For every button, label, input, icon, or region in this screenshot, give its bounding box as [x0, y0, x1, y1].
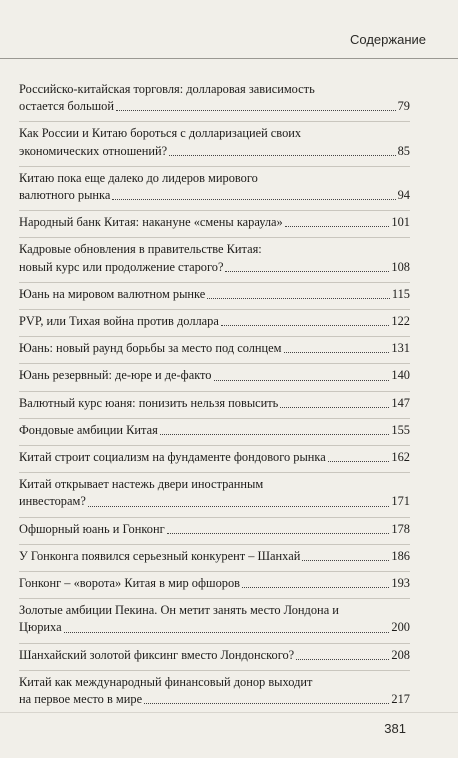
dot-leader: [88, 506, 390, 507]
toc-entry-title: Офшорный юань и Гонконг: [19, 521, 165, 536]
dot-leader: [302, 560, 389, 561]
toc-entry-title: Фондовые амбиции Китая: [19, 422, 158, 437]
dot-leader: [144, 703, 389, 704]
table-of-contents: [19, 78, 410, 714]
toc-page-number: 122: [391, 314, 410, 329]
toc-entry-title: Золотые амбиции Пекина. Он метит занять место Лондона и: [19, 603, 339, 618]
toc-entry[interactable]: [19, 391, 410, 416]
toc-entry-title: Цюриха: [19, 620, 62, 635]
dot-leader: [280, 407, 389, 408]
dot-leader: [160, 434, 390, 435]
toc-page-number: 85: [397, 143, 410, 158]
toc-entry-title: валютного рынка: [19, 188, 111, 203]
dot-leader: [285, 226, 390, 227]
toc-entry-title: Китай как международный финансовый донор выходит: [19, 674, 313, 689]
header-title: Содержание: [350, 32, 426, 47]
toc-entry-title: Гонконг – «ворота» Китая в мир офшоров: [19, 576, 241, 591]
toc-page-number: 217: [391, 692, 410, 707]
toc-entry-title: Китай строит социализм на фундаменте фондового рынка: [19, 450, 326, 465]
toc-page-number: 147: [391, 395, 410, 410]
toc-entry[interactable]: [19, 544, 410, 569]
footer-divider: [0, 712, 458, 713]
toc-page-number: 94: [397, 188, 410, 203]
toc-entry-title: Шанхайский золотой фиксинг вместо Лондонского?: [19, 647, 295, 662]
toc-entry[interactable]: [19, 363, 410, 388]
toc-entry[interactable]: [19, 517, 410, 542]
toc-entry[interactable]: [19, 472, 410, 514]
dot-leader: [207, 298, 390, 299]
toc-entry[interactable]: [19, 418, 410, 443]
toc-entry-title: Народный банк Китая: накануне «смены караула»: [19, 215, 283, 230]
toc-entry-title: Кадровые обновления в правительстве Китая:: [19, 242, 262, 257]
toc-page-number: 108: [391, 259, 410, 274]
toc-entry[interactable]: [19, 237, 410, 279]
toc-page-number: 155: [391, 422, 410, 437]
toc-entry[interactable]: [19, 598, 410, 640]
toc-entry[interactable]: [19, 336, 410, 361]
toc-entry[interactable]: [19, 166, 410, 208]
toc-entry[interactable]: [19, 643, 410, 668]
toc-entry[interactable]: [19, 571, 410, 596]
page-number: 381: [384, 721, 406, 736]
dot-leader: [242, 587, 389, 588]
toc-entry[interactable]: [19, 78, 410, 119]
toc-entry-title: на первое место в мире: [19, 692, 143, 707]
dot-leader: [116, 110, 396, 111]
toc-page-number: 162: [391, 450, 410, 465]
toc-entry-title: Российско-китайская торговля: долларовая зависимость: [19, 82, 315, 96]
toc-entry-title: новый курс или продолжение старого?: [19, 259, 224, 274]
toc-entry-title: остается большой: [19, 99, 114, 114]
toc-page-number: 171: [391, 494, 410, 509]
toc-entry-title: Юань: новый раунд борьбы за место под солнцем: [19, 341, 282, 356]
running-header: [0, 0, 458, 59]
toc-entry-title: инвесторам?: [19, 494, 86, 509]
toc-page-number: 200: [391, 620, 410, 635]
dot-leader: [328, 461, 390, 462]
dot-leader: [169, 155, 395, 156]
toc-entry-title: Юань резервный: де-юре и де-факто: [19, 368, 212, 383]
toc-page-number: 178: [391, 521, 410, 536]
toc-page-number: 115: [391, 286, 410, 301]
dot-leader: [284, 352, 390, 353]
toc-entry-title: Как России и Китаю бороться с долларизацией своих: [19, 126, 302, 141]
toc-entry-title: Юань на мировом валютном рынке: [19, 286, 206, 301]
toc-page-number: 140: [391, 368, 410, 383]
dot-leader: [64, 632, 390, 633]
dot-leader: [296, 659, 389, 660]
toc-page-number: 208: [391, 647, 410, 662]
toc-entry-title: Валютный курс юаня: понизить нельзя повысить: [19, 395, 279, 410]
toc-entry[interactable]: [19, 670, 410, 712]
toc-page-number: 79: [397, 99, 410, 114]
dot-leader: [112, 199, 395, 200]
toc-entry[interactable]: [19, 282, 410, 307]
toc-entry[interactable]: [19, 445, 410, 470]
toc-entry[interactable]: [19, 309, 410, 334]
toc-entry-title: PVP, или Тихая война против доллара: [19, 314, 219, 329]
toc-page-number: 101: [391, 215, 410, 230]
toc-entry-title: У Гонконга появился серьезный конкурент – Шанхай: [19, 548, 301, 563]
toc-entry[interactable]: [19, 210, 410, 235]
toc-page-number: 131: [391, 341, 410, 356]
dot-leader: [225, 271, 389, 272]
toc-page-number: 193: [391, 576, 410, 591]
toc-entry-title: экономических отношений?: [19, 143, 168, 158]
dot-leader: [221, 325, 390, 326]
toc-entry-title: Китай открывает настежь двери иностранным: [19, 477, 264, 492]
toc-page-number: 186: [391, 548, 410, 563]
dot-leader: [214, 380, 390, 381]
toc-entry[interactable]: [19, 121, 410, 163]
toc-entry-title: Китаю пока еще далеко до лидеров мирового: [19, 170, 258, 185]
dot-leader: [167, 533, 390, 534]
